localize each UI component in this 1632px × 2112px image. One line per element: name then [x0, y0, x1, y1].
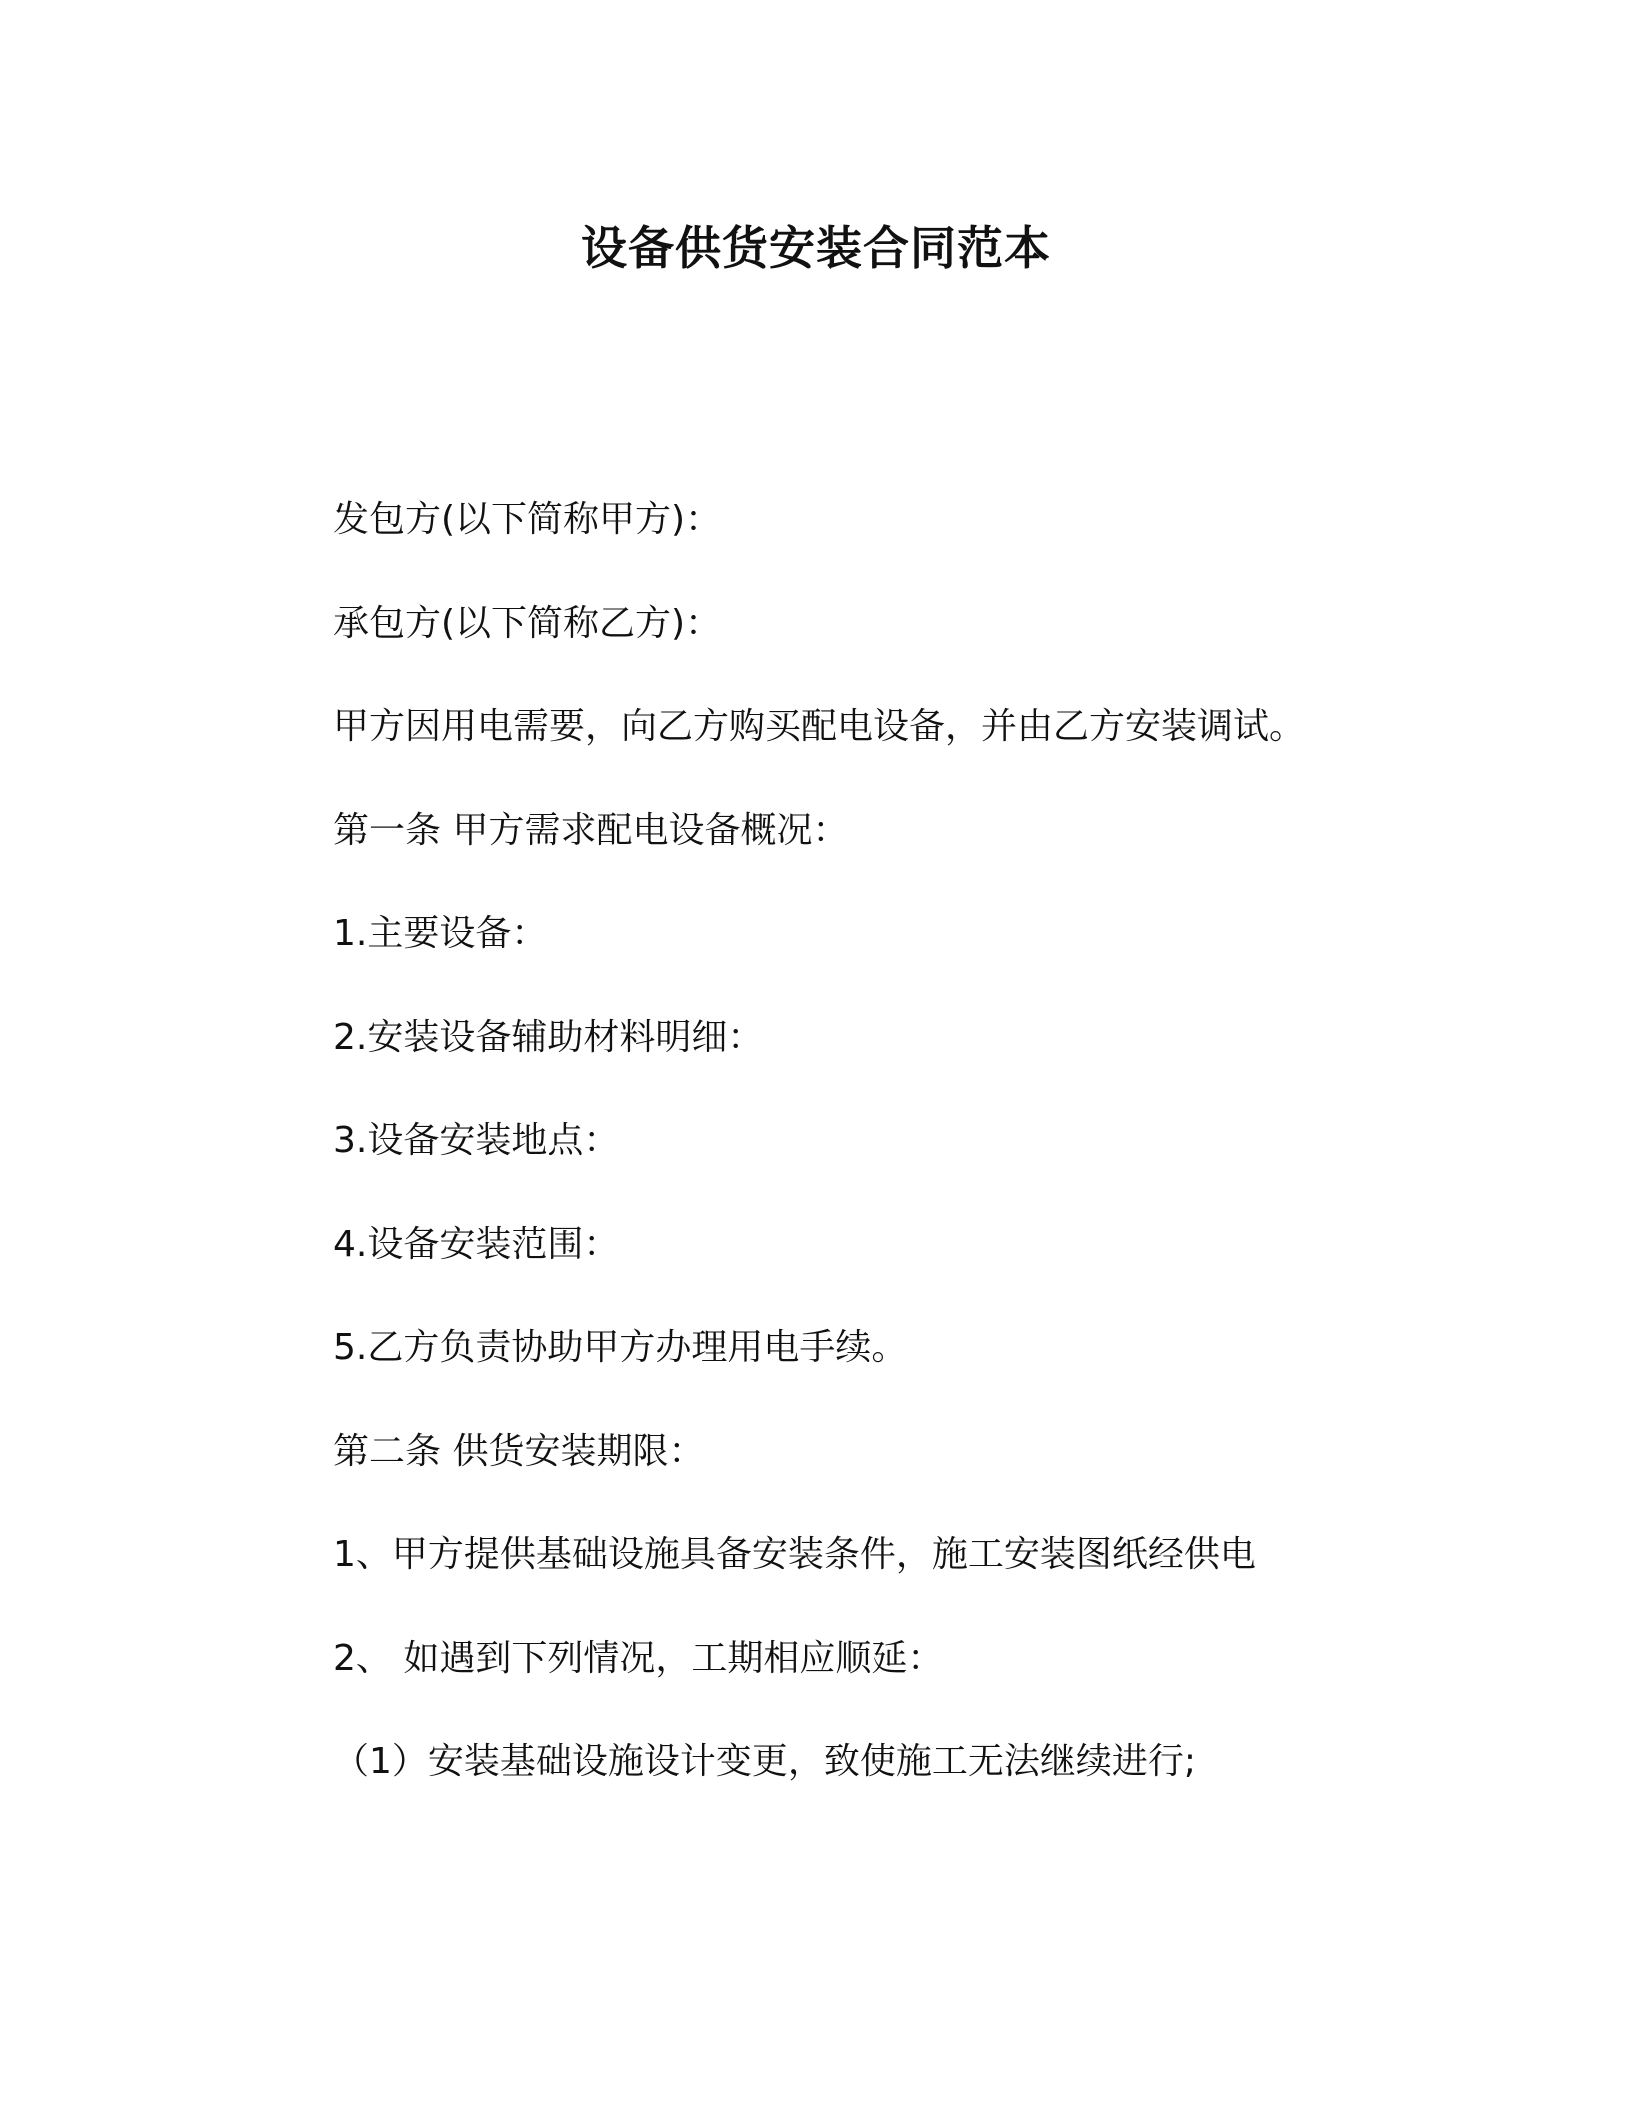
article-2-heading: 第二条 供货安装期限：: [333, 1430, 705, 1472]
article-1-item-4: 4.设备安装范围：: [333, 1223, 620, 1265]
article-1-item-2: 2.安装设备辅助材料明细：: [333, 1016, 764, 1058]
article-2-item-2: 2、 如遇到下列情况，工期相应顺延：: [333, 1637, 944, 1679]
document-body: [333, 490, 1533, 1836]
party-b-line: 承包方(以下简称乙方)：: [333, 602, 722, 644]
article-1-item-5: 5.乙方负责协助甲方办理用电手续。: [333, 1327, 908, 1368]
document-title: 设备供货安装合同范本: [581, 221, 1051, 275]
article-2-item-1: 1、甲方提供基础设施具备安装条件，施工安装图纸经供电: [333, 1534, 1256, 1575]
article-1-item-1: 1.主要设备：: [333, 913, 548, 954]
article-2-subitem-1: （1）安装基础设施设计变更，致使施工无法继续进行;: [333, 1741, 1197, 1782]
article-1-item-3: 3.设备安装地点：: [333, 1120, 620, 1161]
article-1-heading: 第一条 甲方需求配电设备概况：: [333, 809, 849, 851]
intro-paragraph: 甲方因用电需要，向乙方购买配电设备，并由乙方安装调试。: [333, 706, 1306, 747]
party-a-line: 发包方(以下简称甲方)：: [333, 499, 722, 540]
